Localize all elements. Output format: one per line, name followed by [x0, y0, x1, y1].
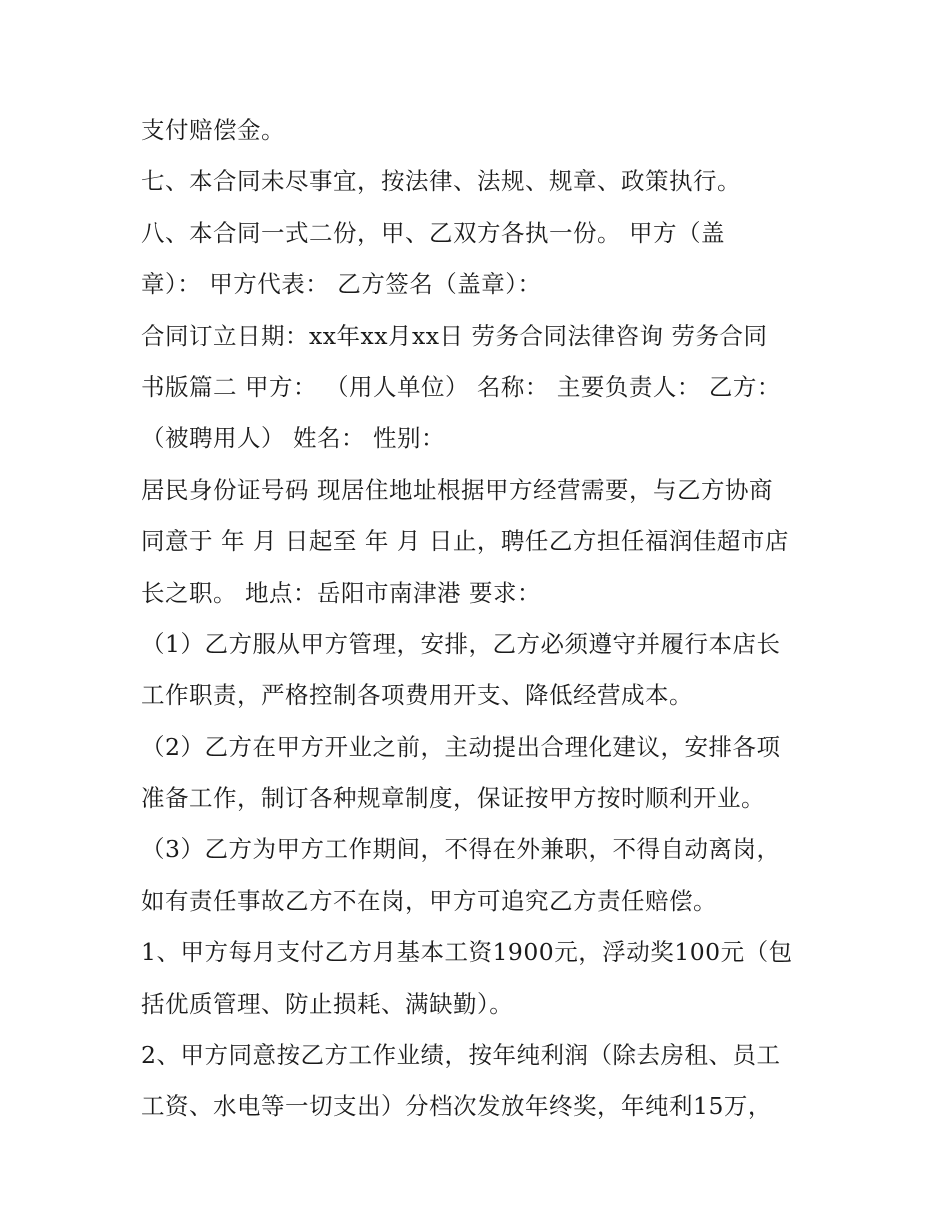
text-line: 合同订立日期：xx年xx月xx日 劳务合同法律咨询 劳务合同	[141, 321, 768, 350]
text-line: （1）乙方服从甲方管理，安排，乙方必须遵守并履行本店长	[141, 629, 781, 658]
text-line: 同意于 年 月 日起至 年 月 日止，聘任乙方担任福润佳超市店	[141, 527, 789, 556]
text-line: 章）： 甲方代表： 乙方签名（盖章）：	[141, 270, 542, 299]
text-line: （3）乙方为甲方工作期间，不得在外兼职，不得自动离岗，	[141, 835, 781, 864]
text-line: 括优质管理、防止损耗、满缺勤）。	[141, 989, 514, 1018]
text-line: 准备工作，制订各种规章制度，保证按甲方按时顺利开业。	[141, 784, 765, 813]
text-line: 1、甲方每月支付乙方月基本工资1900元，浮动奖100元（包	[141, 938, 793, 967]
text-line: 工作职责，严格控制各项费用开支、降低经营成本。	[141, 681, 693, 710]
text-line: 2、甲方同意按乙方工作业绩，按年纯利润（除去房租、员工	[141, 1041, 781, 1070]
text-line: 七、本合同未尽事宜，按法律、法规、规章、政策执行。	[141, 167, 741, 196]
text-line: 如有责任事故乙方不在岗，甲方可追究乙方责任赔偿。	[141, 886, 717, 915]
text-line: 居民身份证号码 现居住地址根据甲方经营需要，与乙方协商	[141, 475, 773, 504]
text-line: 八、本合同一式二份，甲、乙双方各执一份。 甲方（盖	[141, 218, 725, 247]
text-line: 长之职。 地点：岳阳市南津港 要求：	[141, 578, 541, 607]
document-body	[141, 110, 821, 1138]
text-line: 书版篇二 甲方： （用人单位） 名称： 主要负责人： 乙方：	[141, 372, 781, 401]
text-line: （2）乙方在甲方开业之前，主动提出合理化建议，安排各项	[141, 732, 781, 761]
text-line: 支付赔偿金。	[141, 116, 285, 144]
text-line: （被聘用人） 姓名： 性别：	[141, 424, 445, 453]
text-line: 工资、水电等一切支出）分档次发放年终奖，年纯利15万，	[141, 1092, 772, 1121]
